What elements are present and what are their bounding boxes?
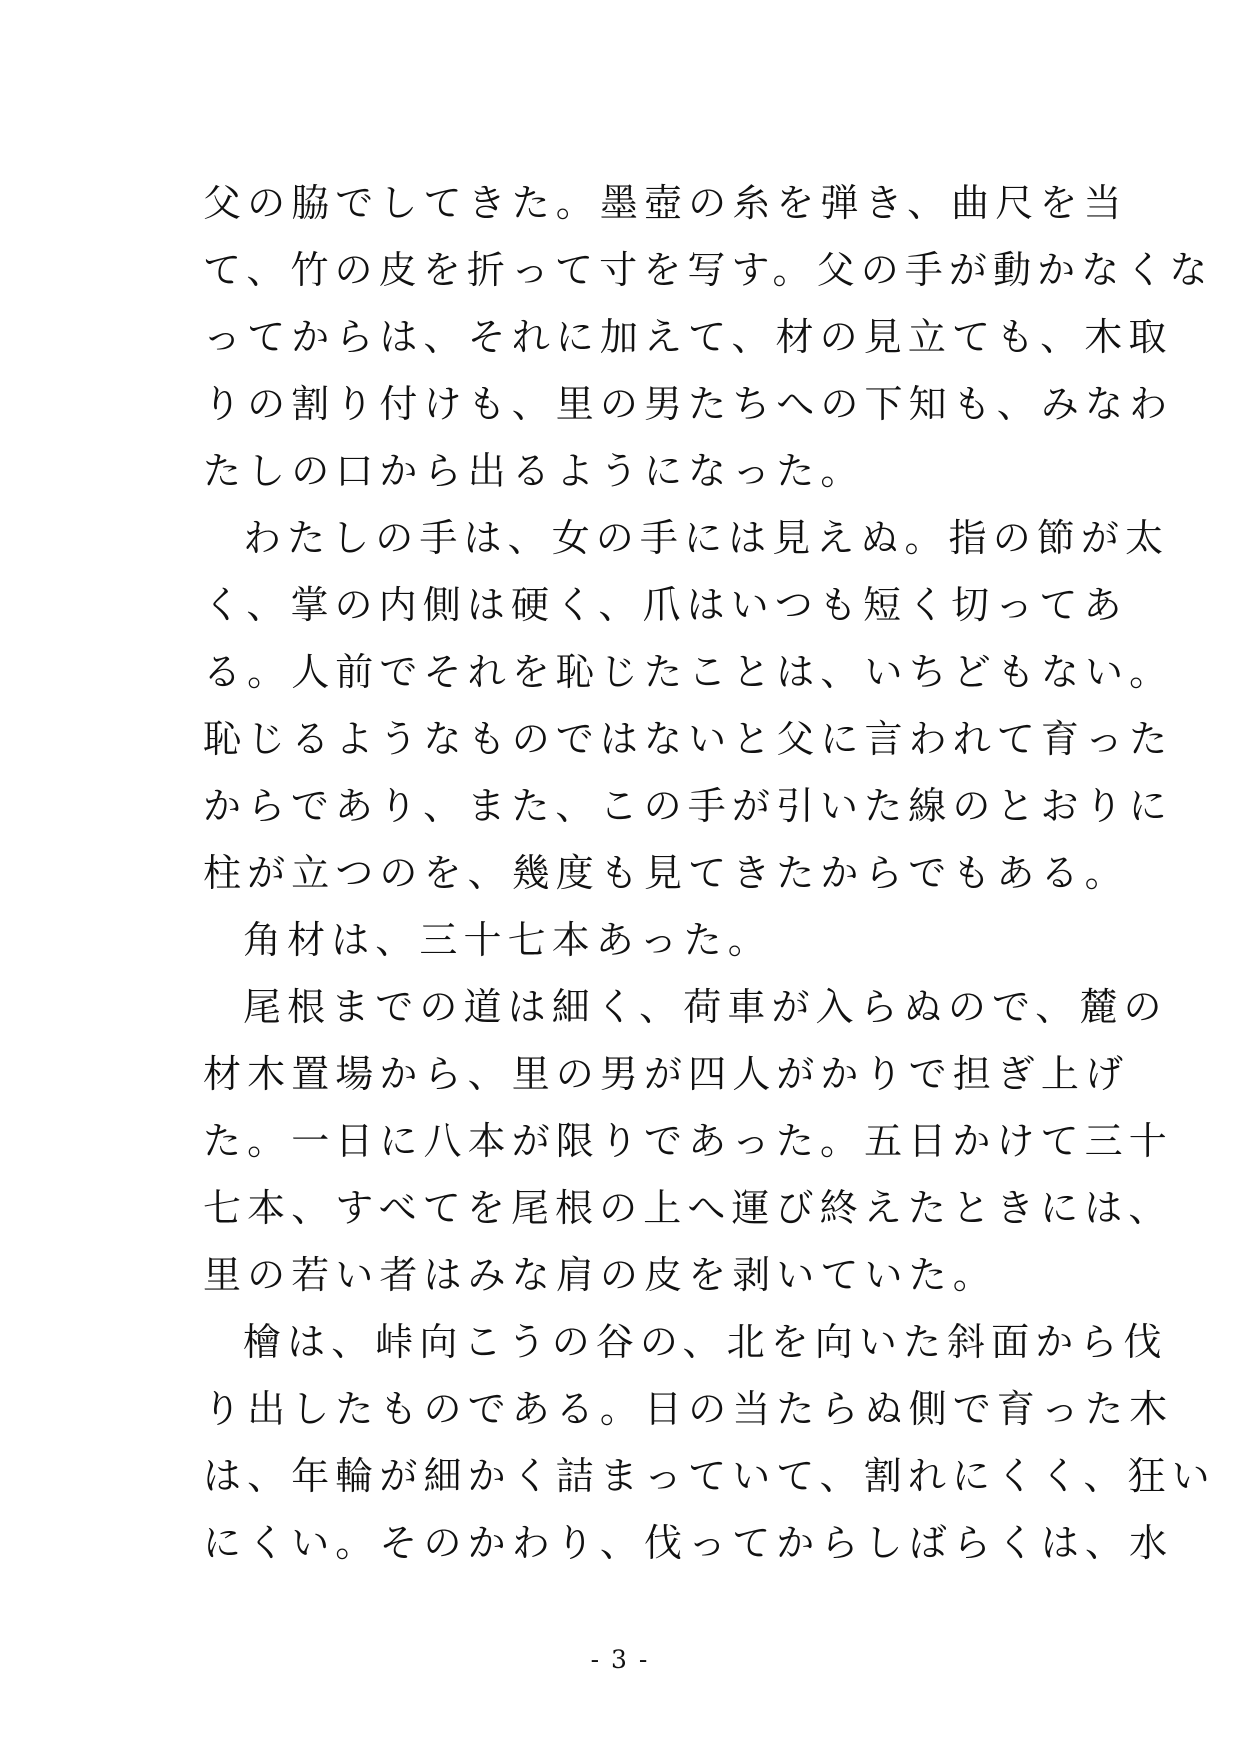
text-line: ってからは、それに加えて、材の見立ても、木取: [203, 315, 1173, 359]
text-line: からであり、また、この手が引いた線のとおりに: [203, 784, 1173, 828]
paragraph-start-line: 檜は、峠向こうの谷の、北を向いた斜面から伐: [243, 1320, 1168, 1364]
text-line: く、掌の内側は硬く、爪はいつも短く切ってあ: [203, 583, 1128, 627]
text-line: 七本、すべてを尾根の上へ運び終えたときには、: [203, 1186, 1173, 1230]
text-line: にくい。そのかわり、伐ってからしばらくは、水: [203, 1521, 1174, 1565]
page-number: - 3 -: [590, 1645, 650, 1674]
text-line: る。人前でそれを恥じたことは、いちどもない。: [203, 650, 1174, 694]
text-line: た。一日に八本が限りであった。五日かけて三十: [203, 1119, 1173, 1163]
text-line: りの割り付けも、里の男たちへの下知も、みなわ: [203, 382, 1174, 426]
text-line: 柱が立つのを、幾度も見てきたからでもある。: [203, 851, 1129, 895]
text-line: 恥じるようなものではないと父に言われて育った: [203, 717, 1174, 761]
text-line: て、竹の皮を折って寸を写す。父の手が動かなくな: [203, 248, 1214, 292]
paragraph-start-line: わたしの手は、女の手には見えぬ。指の節が太: [243, 516, 1170, 560]
paragraph-start-line: 角材は、三十七本あった。: [243, 918, 772, 962]
body-text: [203, 170, 1216, 1577]
text-line: り出したものである。日の当たらぬ側で育った木: [203, 1387, 1174, 1431]
text-line: 父の脇でしてきた。墨壺の糸を弾き、曲尺を当: [203, 181, 1128, 225]
text-line: 材木置場から、里の男が四人がかりで担ぎ上げ: [203, 1052, 1130, 1096]
text-line: たしの口から出るようになった。: [203, 449, 865, 493]
text-line: は、年輪が細かく詰まっていて、割れにくく、狂い: [203, 1454, 1216, 1498]
paragraph-start-line: 尾根までの道は細く、荷車が入らぬので、麓の: [243, 985, 1168, 1029]
text-line: 里の若い者はみな肩の皮を剥いていた。: [203, 1253, 997, 1297]
